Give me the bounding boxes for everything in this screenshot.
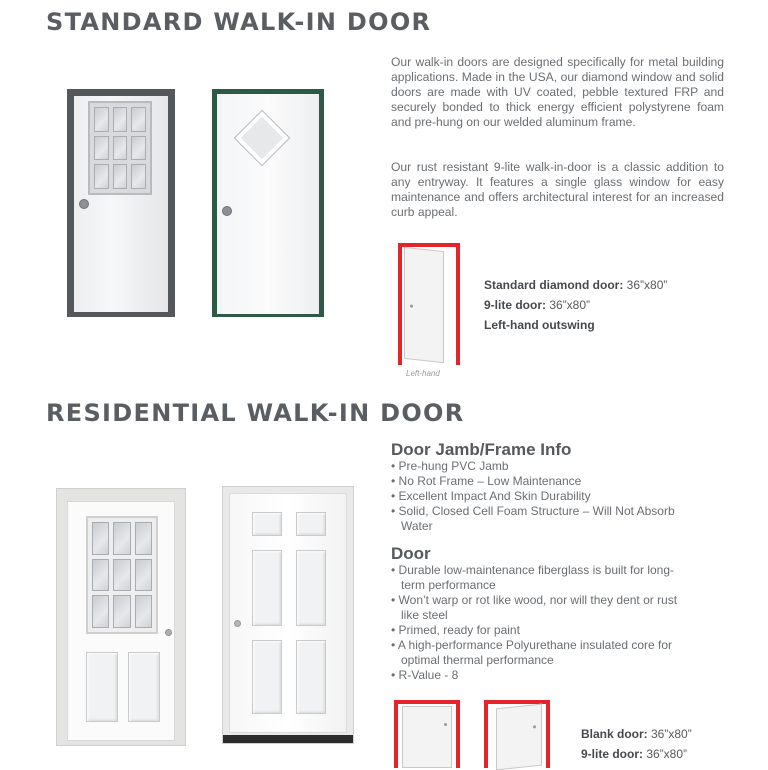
standard-description: Our walk-in doors are designed specifically for metal building applications. Made in the USA, our diamond window and solid doors are made with UV coated, pebble textured FRP and securely bonded to thick energy efficient polystyrene foam and pre-hung on our welded aluminum frame. bbox=[391, 55, 724, 129]
residential-section-title: RESIDENTIAL WALK-IN DOOR bbox=[46, 399, 465, 427]
list-item: • Durable low-maintenance fiberglass is built for long-term performance bbox=[391, 563, 691, 593]
nine-lite-door-image bbox=[67, 89, 175, 317]
door-knob-icon bbox=[222, 206, 232, 216]
jamb-heading: Door Jamb/Frame Info bbox=[391, 440, 572, 459]
spec-blank-door: Blank door: 36”x80” bbox=[581, 727, 692, 741]
residential-nine-lite-door-image bbox=[56, 488, 186, 746]
nine-lite-door-diagram bbox=[484, 700, 550, 768]
list-item: • Excellent Impact And Skin Durability bbox=[391, 489, 691, 504]
residential-six-panel-door-image bbox=[222, 486, 354, 744]
door-list bbox=[391, 563, 691, 683]
nine-lite-description: Our rust resistant 9-lite walk-in-door is a classic addition to any entryway. It features a single glass window for easy maintenance and offers architectural interest for an increased curb appeal. bbox=[391, 160, 724, 219]
standard-section-title: STANDARD WALK-IN DOOR bbox=[46, 8, 432, 36]
left-hand-diagram bbox=[392, 243, 460, 365]
diagram-caption: Left-hand bbox=[406, 369, 440, 378]
jamb-list bbox=[391, 459, 691, 534]
nine-lite-window bbox=[88, 101, 152, 195]
door-knob-icon bbox=[234, 620, 241, 627]
spec-swing: Left-hand outswing bbox=[484, 318, 595, 332]
list-item: • Solid, Closed Cell Foam Structure – Will Not Absorb Water bbox=[391, 504, 691, 534]
blank-door-diagram bbox=[394, 700, 460, 768]
door-swing-icon bbox=[404, 247, 444, 363]
list-item: • No Rot Frame – Low Maintenance bbox=[391, 474, 691, 489]
list-item: • Pre-hung PVC Jamb bbox=[391, 459, 691, 474]
list-item: • Primed, ready for paint bbox=[391, 623, 691, 638]
door-heading: Door bbox=[391, 544, 431, 563]
list-item: • A high-performance Polyurethane insulated core for optimal thermal performance bbox=[391, 638, 691, 668]
spec-nine-lite-door: 9-lite door: 36”x80” bbox=[484, 298, 591, 312]
list-item: • Won’t warp or rot like wood, nor will they dent or rust like steel bbox=[391, 593, 691, 623]
spec-diamond-door: Standard diamond door: 36”x80” bbox=[484, 278, 668, 292]
list-item: • R-Value - 8 bbox=[391, 668, 691, 683]
residential-nine-lite-window bbox=[86, 516, 158, 634]
spec-residential-nine-lite-door: 9-lite door: 36”x80” bbox=[581, 747, 688, 761]
door-knob-icon bbox=[165, 629, 172, 636]
door-knob-icon bbox=[79, 199, 89, 209]
diamond-door-image bbox=[212, 89, 324, 317]
